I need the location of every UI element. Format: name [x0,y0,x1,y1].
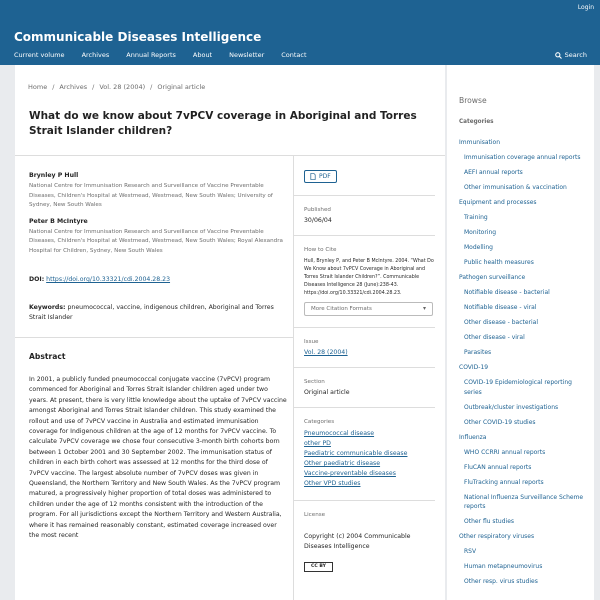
breadcrumb-current: Original article [157,83,206,91]
nav-annual-reports[interactable]: Annual Reports [126,51,176,59]
divider [294,407,435,408]
sidebar-category-link[interactable]: FluTracking annual reports [464,478,544,486]
pdf-galley-button[interactable] [304,170,337,183]
sidebar-category-link[interactable]: RSV [464,548,477,555]
search-icon [555,52,562,59]
nav-newsletter[interactable]: Newsletter [229,51,265,59]
sidebar-category-link[interactable]: Other immunisation & vaccination [464,184,567,191]
nav-archives[interactable]: Archives [81,51,110,59]
sidebar-category-link[interactable]: National Influenza Surveillance Scheme reports [464,493,584,510]
category-link[interactable]: Vaccine-preventable diseases [304,470,396,477]
sidebar-category-link[interactable]: AEFI annual reports [464,169,523,176]
abstract-paragraph: coverage for Indigenous children at the age of 12 months for 7vPCV vaccine. To calculate 7vPCV coverage we chose four consecutive 3-month birth cohorts born between 1 October 2001 and 30 September 2002. The immunisation status of children in each birth cohort was assessed at 12 months for the third dose of 7vPCV vaccine. The largest absolute number of 7vPCV doses was given in Queensland, the Northern Territory and New South Wales. As the 7vPCV program matured, a progressively higher proportion of total doses was administered to children under the age of 12 months consistent with the introduction of the program. For all jurisdictions except the Northern Territory and Western Australia, where it has remained reasonably constant, estimated coverage increased over the most recent [29,428,282,540]
nav-about[interactable]: About [192,51,213,59]
article-main [15,65,445,600]
section-value: Original article [304,389,350,396]
author-name: Brynley P Hull [29,172,79,179]
citation-text: Hull, Brynley P, and Peter B McIntyre. 2004. “What Do We Know about 7vPCV Coverage in Aboriginal and Torres Strait Islander Children?”. Communicable Diseases Intelligence 28 (June):238-43. https://doi.org/10.33321/cdi.2004.28.23. [304,259,434,296]
divider [294,235,435,236]
divider [294,367,435,368]
sidebar-category-link[interactable]: Immunisation coverage annual reports [464,154,581,161]
sidebar-category-link[interactable]: Notifiable disease - bacterial [464,289,550,296]
sidebar-category-link[interactable]: FluCAN annual reports [464,463,532,471]
categories-label: Categories [304,419,335,425]
categories-heading: Categories [459,119,494,125]
category-link[interactable]: Other paediatric disease [304,460,381,467]
article-entry [29,172,287,542]
abstract-paragraph: In 2001, a publicly funded pneumococcal conjugate vaccine (7vPCV) program commenced for Aboriginal and Torres Strait Islander children aged under two years. At present, there is very little knowledge about the uptake of 7vPCV vaccine amongst Aboriginal and Torres Strait Islander children. This study examined the rollout and use of 7vPCV vaccine in Australia and estimated immunisation [29,376,287,425]
published-date: 30/06/04 [304,217,332,224]
nav-contact[interactable]: Contact [281,51,307,59]
article-details [304,165,436,572]
article-title: What do we know about 7vPCV coverage in Aboriginal and Torres Strait Islander children? [29,110,417,137]
abstract-text [29,375,287,542]
sidebar-category-link[interactable]: Parasites [464,349,492,356]
pdf-label: PDF [319,173,331,180]
sidebar-category-link[interactable]: Pathogen surveillance [459,274,526,281]
cc-license-badge[interactable]: CC BY [304,562,333,572]
sidebar-category-link[interactable]: Other disease - viral [464,334,525,341]
category-link[interactable]: Other VPD studies [304,480,361,487]
sidebar-category-link[interactable]: Other respiratory viruses [459,533,535,540]
abstract-heading: Abstract [29,352,66,361]
author-name: Peter B McIntyre [29,217,88,225]
more-citation-formats-dropdown[interactable] [304,302,433,316]
sidebar-category-link[interactable]: Training [464,214,488,221]
cite-label: How to Cite [304,247,337,253]
chevron-down-icon: ▾ [422,305,426,312]
breadcrumb: Home / Archives / Vol. 28 (2004) / Original article [28,83,206,91]
breadcrumb-archives[interactable]: Archives [59,83,88,91]
divider [15,337,293,338]
issue-label: Issue [304,339,319,345]
breadcrumb-issue[interactable]: Vol. 28 (2004) [99,83,146,91]
sidebar [447,65,594,600]
category-link[interactable]: Paediatric communicable disease [304,450,408,457]
divider [294,500,435,501]
sidebar-category-link[interactable]: Equipment and processes [459,199,537,206]
keywords-label: Keywords: [29,304,66,311]
search-label: Search [564,51,587,59]
column-divider [293,156,294,600]
more-citation-formats-label: More Citation Formats [311,306,372,312]
sidebar-category-link[interactable]: Human metapneumovirus [464,563,543,570]
site-header [0,0,600,65]
sidebar-category-link[interactable]: Influenza [459,433,487,441]
sidebar-category-link[interactable]: Other resp. virus studies [464,578,538,585]
search-link[interactable] [555,51,587,59]
sidebar-category-link[interactable]: Outbreak/cluster investigations [464,403,559,411]
keywords [29,303,287,323]
issue-link[interactable]: Vol. 28 (2004) [304,349,348,356]
sidebar-category-link[interactable]: Other disease - bacterial [464,319,539,326]
license-text: Copyright (c) 2004 Communicable Diseases Intelligence [304,533,411,550]
sidebar-category-link[interactable]: Modelling [464,244,493,251]
divider [15,155,445,156]
doi-link[interactable]: https://doi.org/10.33321/cdi.2004.28.23 [46,276,171,283]
login-link[interactable]: Login [577,4,594,11]
divider [294,327,435,328]
sidebar-category-link[interactable]: Immunisation [459,139,501,146]
author-affiliation: National Centre for Immunisation Research and Surveillance of Vaccine Preventable Diseases, Children's Hospital at Westmead, Westmead, New South Wales; Royal Alexandra Hospital for Children, Sydney, New South Wales [29,228,283,254]
section-label: Section [304,379,325,385]
nav-current-volume[interactable]: Current volume [14,51,65,59]
sidebar-category-link[interactable]: Other flu studies [464,518,515,525]
divider [294,195,435,196]
categories-list [304,429,436,489]
sidebar-category-link[interactable]: Monitoring [464,229,497,236]
main-nav [14,51,324,59]
sidebar-category-link[interactable]: Notifiable disease - viral [464,304,537,311]
keywords-value: pneumococcal, vaccine, indigenous children, Aboriginal and Torres Strait Islander [29,304,274,321]
author-affiliation: National Centre for Immunisation Research and Surveillance of Vaccine Preventable Diseases, Children's Hospital at Westmead, Westmead, New South Wales; University of Sydney, New South Wales [29,183,273,208]
sidebar-category-link[interactable]: WHO CCRRI annual reports [464,448,546,456]
breadcrumb-home[interactable]: Home [28,83,48,91]
category-link[interactable]: Pneumococcal disease [304,430,375,437]
doi [29,276,287,283]
sidebar-category-link[interactable]: Public health measures [464,259,534,266]
site-title[interactable]: Communicable Diseases Intelligence [14,30,262,44]
browse-heading: Browse [459,96,487,105]
category-link[interactable]: other PD [304,440,331,447]
sidebar-category-link[interactable]: COVID-19 [459,364,489,371]
category-tree [459,138,589,592]
doi-label: DOI: [29,276,45,283]
license-label: License [304,512,326,518]
sidebar-category-link[interactable]: COVID-19 Epidemiological reporting series [464,379,572,396]
published-label: Published [304,207,331,213]
file-pdf-icon [310,173,316,180]
sidebar-category-link[interactable]: Other COVID-19 studies [464,418,536,426]
